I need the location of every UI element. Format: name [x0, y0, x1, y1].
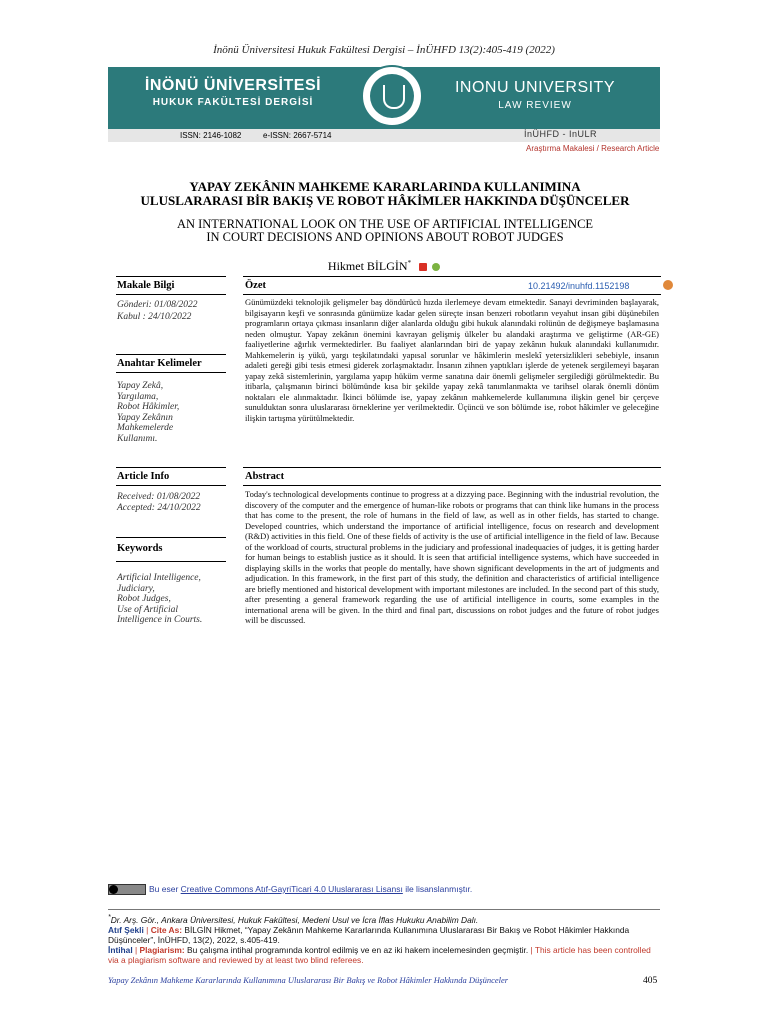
cite-label-en: Cite As:	[150, 924, 183, 935]
keyword: Yargılama,	[117, 391, 159, 402]
journal-banner	[108, 67, 660, 129]
cite-text: BİLGİN Hikmet, “Yapay Zekânın Mahkeme Kararlarında Kullanımına Uluslararası Bir Bakış ve Robot Hâkimler Hakkında Düşünceler”, İnÜHFD, 13(2), 2022, s.405-419.	[108, 924, 630, 945]
keyword: Yapay Zekâ,	[117, 381, 164, 391]
keyword: Intelligence in Courts.	[117, 615, 203, 625]
banner-left	[108, 77, 358, 108]
divider	[116, 294, 226, 295]
affil-mark: *	[108, 914, 111, 921]
license-prefix: Bu eser	[149, 884, 181, 894]
creative-commons-badge-icon[interactable]	[108, 884, 146, 895]
abstract-text: Today's technological developments continue to progress at a dizzying pace. Beginning with the industrial revolution, the discovery of the computer and the emergence of human-like robots or programs that can think like humans in the process that has come to the present, the role of humans in the field of law, as well as in other fields, has started to change. Developed countries, which understand the importance of artificial intelligence, focus on research and development (R&D) activities in this field. One of these fields of activity is the use of artificial intelligence in the field of law. Because of the workload of courts, structural problems in the judiciary and professional inadequacies of judges, it is getting harder for human beings to establish justice as it should. It is seen that artificial intelligence systems, which have succeeded in displaying skills in the works that people do mentally, have shown significant developments in the art of judgments and adjudication. In this framework, in the first part of this study, the definition and characteristics of artificial intelligence are briefly mentioned and historical development with important milestones are included. In the second part of this study, after presenting a general framework regarding the use of artificial intelligence in courts, some examples in the international arena will be given. In the third and final part, discussions on robot judges and the future of robot judges will be discussed.	[245, 489, 659, 625]
divider	[116, 354, 226, 355]
ozet-text: Günümüzdeki teknolojik gelişmeler baş döndürücü hızda ilerlemeye devam etmektedir. Sanayi devriminden başlayarak, bilgisayarın keşfi ve sonrasında günümüze kadar gelen süreçte insan benzeri robotların veyahut insan gibi düşünebilen programların ortaya çıkması insanların diğer alanlarda olduğu gibi hukuk alanındaki rolünün de değişmeye başlamasına neden olmuştur. Yapay zekânın önemini kavrayan gelişmiş ülkeler bu alandaki araştırma ve geliştirme (AR-GE) faaliyetlerine ağırlık vermektedirler. Bu faaliyet alanlarından biri de yapay zekânın hukuk alanındaki kullanımıdır. Mahkemelerin iş yükü, yargı teşkilatındaki yapısal sorunlar ve hâkimlerin meslekî yetersizlikleri sebebiyle, insanın adaleti gereği gibi tesis etmesi giderek zorlaşmaktadır. İnsanın zihnen yaptıkları işlerde de yetenek sergilemeyi başaran yapay zekâ sistemlerinin, yargılama yapıp hüküm verme sanatına dair önemli gelişmeler sergilediği görülmektedir. Bu itibarla, çalışmanın birinci bölümünde kısa bir şekilde yapay zekâ tanımlanmakta ve tarihsel olarak önemli dönüm noktaları ele alınmaktadır. İkinci bölümde ise, yapay zekânın mahkemelerde kullanımına ilişkin genel bir çerçeve sunulduktan sonra uluslararası örneklerine yer verilmektedir. Üçüncü ve son bölümde ise, robot hâkimler ve geleceğine ilişkin tartışma yürütülmektedir.	[245, 297, 659, 423]
keyword: Yapay Zekânın	[117, 412, 173, 423]
license-line	[108, 884, 472, 895]
journal-header: İnönü Üniversitesi Hukuk Fakültesi Dergisi – İnÜHFD 13(2):405-419 (2022)	[213, 44, 555, 56]
plagiarism-text-en: This article has been controlled via a plagiarism software and reviewed by at least two blind referees.	[108, 944, 651, 965]
article-info-heading-tr: Makale Bilgi	[117, 280, 175, 291]
divider	[116, 485, 226, 486]
author-name: Hikmet BİLGİN	[327, 259, 408, 273]
divider	[243, 276, 661, 277]
page-number: 405	[643, 976, 658, 986]
journal-abbr: İnÜHFD - InULR	[524, 129, 598, 139]
banner-right	[410, 79, 660, 111]
plagiarism-label-tr: İntihal	[108, 944, 133, 955]
author-affiliation	[108, 913, 660, 925]
banner-university-tr: İNÖNÜ ÜNİVERSİTESİ	[144, 77, 322, 94]
plagiarism-label-en: Plagiarism:	[139, 944, 185, 955]
divider	[116, 561, 226, 562]
cite-label-tr: Atıf Şekli	[108, 924, 144, 935]
orcid-icon[interactable]	[432, 263, 440, 271]
ozet-heading: Özet	[245, 280, 266, 291]
keyword: Kullanımı.	[117, 433, 158, 444]
keyword: Use of Artificial	[117, 604, 179, 615]
divider	[243, 294, 661, 295]
keywords-heading-tr: Anahtar Kelimeler	[117, 358, 202, 369]
divider	[116, 537, 226, 538]
affil-text: Dr. Arş. Gör., Ankara Üniversitesi, Hukuk Fakültesi, Medeni Usul ve İcra İflas Hukuku Anabilim Dalı.	[110, 914, 479, 925]
article-type: Araştırma Makalesi / Research Article	[526, 144, 660, 153]
seal-inner	[370, 74, 414, 118]
keywords-list-en	[117, 573, 202, 626]
issn: ISSN: 2146-1082	[180, 131, 242, 140]
keywords-list-tr	[117, 381, 179, 444]
footnote-box	[108, 909, 660, 970]
abstract-heading: Abstract	[245, 471, 285, 482]
license-link[interactable]: Creative Commons Atıf-GayriTicari 4.0 Uluslararası Lisansı	[180, 884, 403, 894]
doi-link[interactable]: 10.21492/inuhfd.1152198	[528, 281, 630, 291]
doi-icon	[663, 280, 673, 290]
submission-date: Gönderi: 01/08/2022	[117, 300, 198, 310]
banner-journal-en: LAW REVIEW	[498, 100, 572, 111]
received-date: Received: 01/08/2022	[117, 492, 201, 502]
title-tr-line: ULUSLARARASI BİR BAKIŞ VE ROBOT HÂKİMLER HAKKINDA DÜŞÜNCELER	[140, 193, 630, 208]
scales-icon	[383, 85, 405, 109]
eissn: e-ISSN: 2667-5714	[263, 131, 332, 140]
plagiarism-text-tr: Bu çalışma intihal programında kontrol edilmiş ve en az iki hakem incelemesinden geçmiştir.	[184, 944, 529, 955]
author-line	[280, 259, 488, 275]
divider	[243, 485, 661, 486]
banner-journal-tr: HUKUK FAKÜLTESİ DERGİSİ	[152, 97, 314, 108]
keyword: Robot Hâkimler,	[117, 402, 180, 412]
running-title: Yapay Zekânın Mahkeme Kararlarında Kullanımına Uluslararası Bir Bakış ve Robot Hâkimler Hakkında Düşünceler	[108, 975, 509, 985]
title-english	[90, 218, 680, 244]
title-en-line: AN INTERNATIONAL LOOK ON THE USE OF ARTIFICIAL INTELLIGENCE	[176, 217, 594, 231]
title-en-line: IN COURT DECISIONS AND OPINIONS ABOUT ROBOT JUDGES	[206, 230, 564, 244]
accepted-date: Accepted: 24/10/2022	[117, 503, 201, 513]
author-footnote-mark: *	[407, 259, 412, 267]
keyword: Judiciary,	[117, 583, 155, 594]
divider	[243, 467, 661, 468]
keyword: Artificial Intelligence,	[117, 573, 201, 583]
article-info-heading-en: Article Info	[117, 471, 170, 482]
citation: Atıf Şekli | Cite As: BİLGİN Hikmet, “Yapay Zekânın Mahkeme Kararlarında Kullanımına Uluslararası Bir Bakış ve Robot Hâkimler Hakkında Düşünceler”, İnÜHFD, 13(2), 2022, s.405-419.	[108, 924, 630, 945]
keyword: Mahkemelerde	[117, 423, 174, 433]
acceptance-date: Kabul : 24/10/2022	[117, 312, 192, 322]
plagiarism-note: İntihal | Plagiarism: Bu çalışma intihal programında kontrol edilmiş ve en az iki hakem incelemesinden geçmiştir. | This article has been controlled via a plagiarism software and reviewed by at least two blind referees.	[108, 944, 651, 965]
divider	[116, 372, 226, 373]
keyword: Robot Judges,	[117, 594, 171, 604]
keywords-heading-en: Keywords	[117, 543, 163, 554]
title-tr-line: YAPAY ZEKÂNIN MAHKEME KARARLARINDA KULLANIMINA	[189, 179, 581, 194]
divider	[116, 467, 226, 468]
banner-university-en: INONU UNIVERSITY	[454, 79, 615, 96]
email-icon[interactable]	[419, 263, 427, 271]
license-suffix: ile lisanslanmıştır.	[402, 884, 473, 894]
divider	[116, 276, 226, 277]
title-turkish	[90, 180, 680, 208]
